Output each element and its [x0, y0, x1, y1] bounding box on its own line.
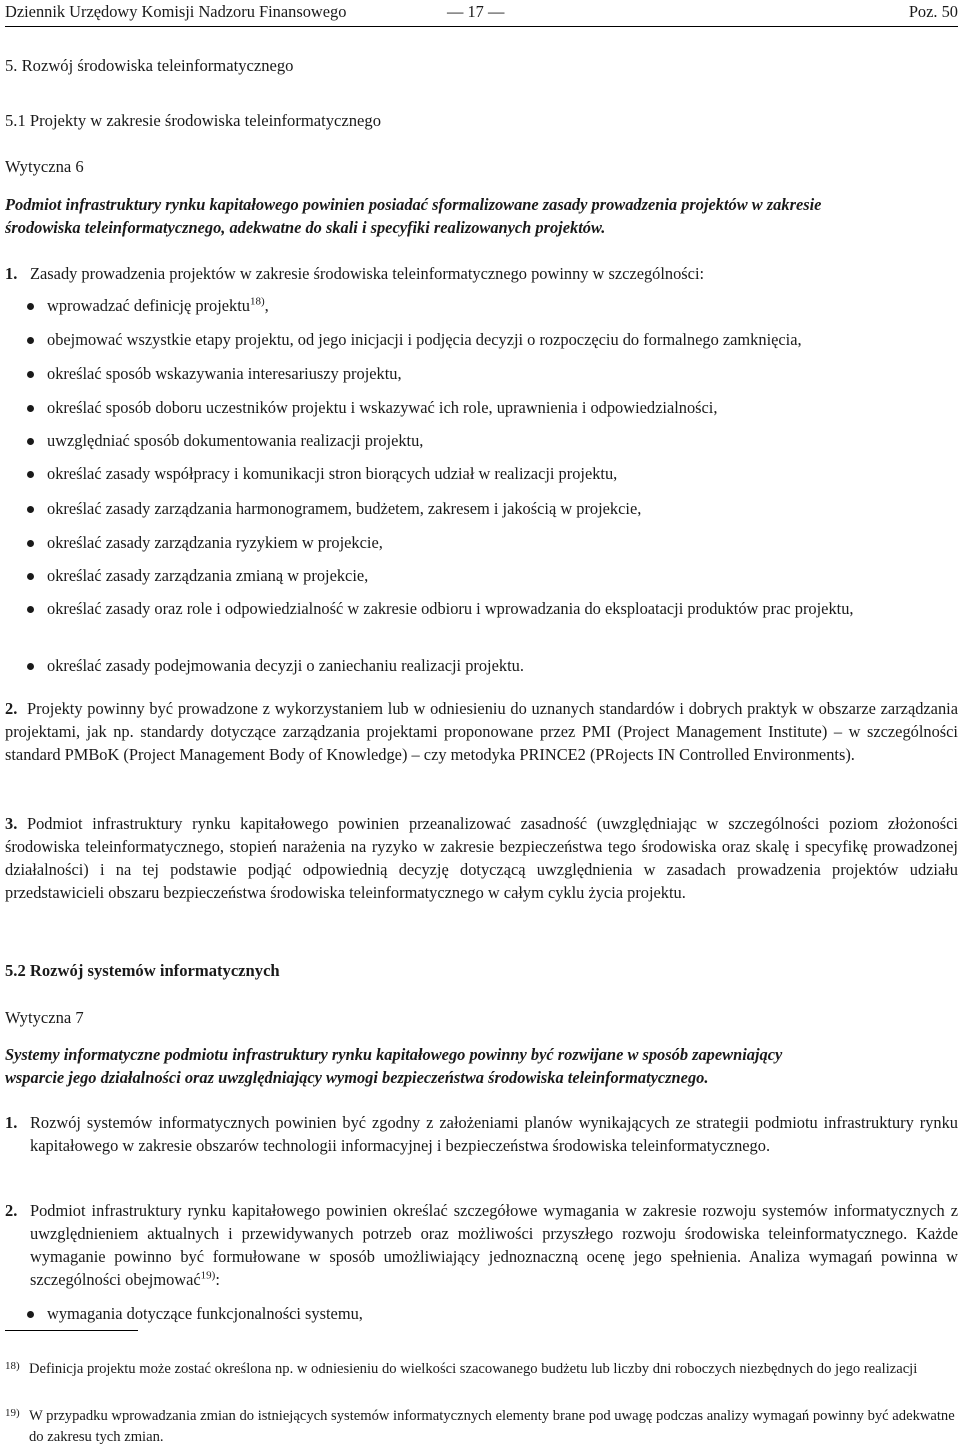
list-item-text: określać sposób wskazywania interesariuszy projektu,: [47, 364, 402, 383]
bullet-icon: [27, 540, 34, 547]
footnote-text: W przypadku wprowadzania zmian do istniejących systemów informatycznych elementy brane pod uwagę podczas analizy wymagań powinny być adekwatne do zakresu tych zmian.: [29, 1408, 955, 1445]
list-item-text: określać zasady współpracy i komunikacji stron biorących udział w realizacji projektu,: [47, 464, 618, 483]
footnote-text: Definicja projektu może zostać określona np. w odniesieniu do wielkości szacowanego budżetu lub liczby dni roboczych niezbędnych do jego realizacji: [29, 1361, 918, 1377]
journal-name: Dziennik Urzędowy Komisji Nadzoru Finansowego: [5, 2, 347, 21]
bullet-icon: [27, 303, 34, 310]
bullet-icon: [27, 1311, 34, 1318]
bullet-icon: [27, 606, 34, 613]
list-item-text: wymagania dotyczące funkcjonalności systemu,: [47, 1304, 363, 1323]
paragraph-number: 1.: [5, 264, 18, 283]
list-item-text: obejmować wszystkie etapy projektu, od jego inicjacji i podjęcia decyzji o rozpoczęciu do formalnego zamknięcia,: [47, 330, 802, 349]
list-item-text: określać zasady zarządzania zmianą w projekcie,: [47, 566, 369, 585]
paragraph-number: 2.: [5, 699, 18, 718]
guideline-7-lead-line-2: wsparcie jego działalności oraz uwzględniający wymogi bezpieczeństwa środowiska teleinformatycznego.: [5, 1068, 709, 1087]
section-5-1-heading: 5.1 Projekty w zakresie środowiska teleinformatycznego: [5, 111, 382, 130]
header-rule: [5, 26, 958, 27]
list-item-text: określać zasady zarządzania ryzykiem w projekcie,: [47, 533, 383, 552]
list-item-text: określać zasady podejmowania decyzji o zaniechaniu realizacji projektu.: [47, 656, 524, 675]
paragraph-punct: :: [215, 1270, 220, 1289]
list-item-text: uwzględniać sposób dokumentowania realizacji projektu,: [47, 431, 424, 450]
paragraph-number: 2.: [5, 1201, 18, 1220]
paragraph-text: Podmiot infrastruktury rynku kapitałowego powinien określać szczegółowe wymagania w zakresie rozwoju systemów informatycznych z uwzględnieniem aktualnych i przewidywanych potrzeb oraz możliwości przyszłego rozwoju środowiska teleinformatycznego. Każde wymaganie powinno być formułowane w sposób umożliwiający jednoznaczną ocenę jego spełnienia. Analiza wymagań powinna w szczególności obejmować: [30, 1201, 958, 1289]
bullet-icon: [27, 663, 34, 670]
guideline-7-title: Wytyczna 7: [5, 1008, 84, 1027]
section-5-2-heading: 5.2 Rozwój systemów informatycznych: [5, 961, 280, 980]
guideline-6-title: Wytyczna 6: [5, 157, 84, 176]
footnote-ref-19: 19): [200, 1269, 216, 1282]
running-header: [5, 0, 958, 22]
guideline-6-lead-line-2: środowiska teleinformatycznego, adekwatne do skali i specyfiki realizowanych projektów.: [5, 218, 606, 237]
bullet-icon: [27, 405, 34, 412]
bullet-icon: [27, 471, 34, 478]
section-5-heading: 5. Rozwój środowiska teleinformatycznego: [5, 56, 294, 75]
bullet-icon: [27, 506, 34, 513]
paragraph-text: Projekty powinny być prowadzone z wykorzystaniem lub w odniesieniu do uznanych standardów i dobrych praktyk w obszarze zarządzania projektami, jak np. standardy dotyczące zarządzania projektami proponowane przez PMI (Project Management Institute) – w szczególności standard PMBoK (Project Management Body of Knowledge) – czy metodyka PRINCE2 (PRojects IN Controlled Environments).: [5, 699, 958, 764]
guideline-6-lead-line-1: Podmiot infrastruktury rynku kapitałowego powinien posiadać sformalizowane zasady prowadzenia projektów w zakresie: [5, 195, 822, 214]
page-number: — 17 —: [447, 2, 505, 21]
bullet-icon: [27, 371, 34, 378]
guideline-7-lead-line-1: Systemy informatyczne podmiotu infrastruktury rynku kapitałowego powinny być rozwijane w sposób zapewniający: [5, 1045, 783, 1064]
list-item-text: określać zasady oraz role i odpowiedzialność w zakresie odbioru i wprowadzania do eksploatacji produktów prac projektu,: [47, 599, 854, 618]
bullet-icon: [27, 438, 34, 445]
footnote-ref-18: 18): [249, 295, 265, 308]
bullet-icon: [27, 337, 34, 344]
footnote-mark: 19): [5, 1407, 20, 1419]
position-number: Poz. 50: [908, 2, 958, 21]
list-item-punct: ,: [264, 296, 269, 315]
paragraph-text: Rozwój systemów informatycznych powinien być zgodny z założeniami planów wynikających ze strategii podmiotu infrastruktury rynku kapitałowego w zakresie obszarów technologii informacyjnej i bezpieczeństwa środowiska teleinformatycznego.: [30, 1113, 958, 1155]
list-item-text: wprowadzać definicję projektu: [47, 296, 250, 315]
paragraph-text: Zasady prowadzenia projektów w zakresie środowiska teleinformatycznego powinny w szczególności:: [30, 264, 705, 283]
list-item-text: określać zasady zarządzania harmonogramem, budżetem, zakresem i jakością w projekcie,: [47, 499, 642, 518]
footnote-mark: 18): [5, 1360, 20, 1372]
list-item-text: określać sposób doboru uczestników projektu i wskazywać ich role, uprawnienia i odpowiedzialności,: [47, 398, 718, 417]
footnote-rule: [5, 1330, 138, 1331]
paragraph-number: 3.: [5, 814, 18, 833]
bullet-icon: [27, 573, 34, 580]
paragraph-number: 1.: [5, 1113, 18, 1132]
paragraph-text: Podmiot infrastruktury rynku kapitałowego powinien przeanalizować zasadność (uwzględniając w szczególności poziom złożoności środowiska teleinformatycznego, stopień narażenia na ryzyko w zakresie bezpieczeństwa tego środowiska oraz skalę i specyfikę prowadzonej działalności) i na tej podstawie podjąć odpowiednią decyzję dotyczącą uwzględnienia w zasadach prowadzenia projektów udziału przedstawicieli obszaru bezpieczeństwa środowiska teleinformatycznego w całym cyklu życia projektu.: [5, 814, 958, 902]
